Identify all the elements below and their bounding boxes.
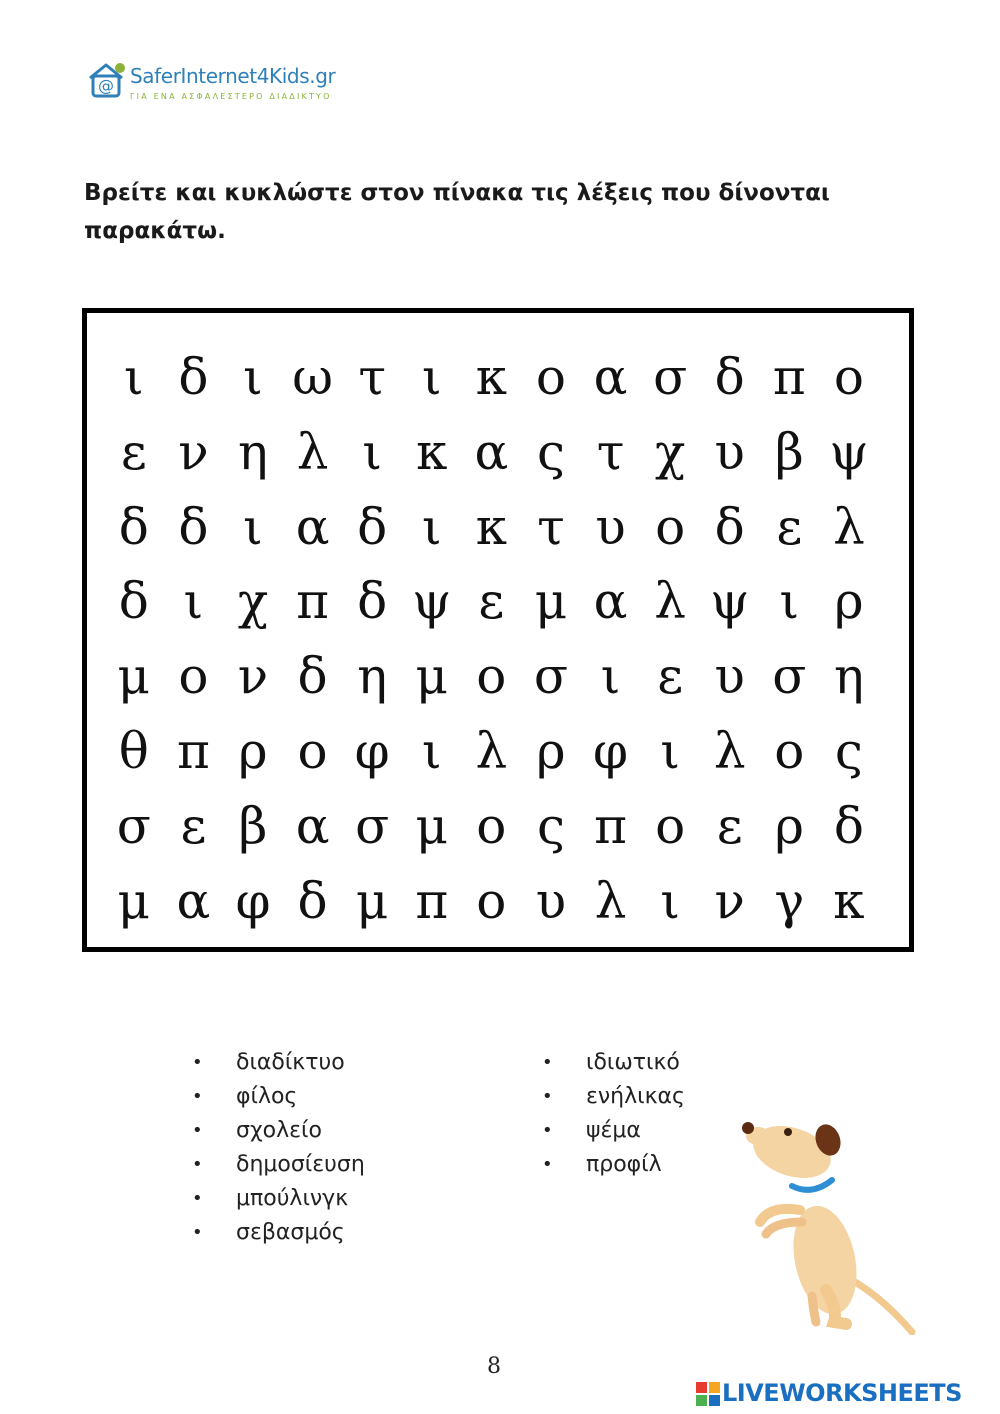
grid-letter: ε [478,572,505,631]
word-text: δημοσίευση [236,1152,365,1177]
grid-letter: σ [116,796,151,855]
grid-letter: σ [533,647,569,706]
grid-letter: χ [654,422,686,481]
grid-letter: ο [655,796,686,855]
grid-letter: τ [537,497,565,556]
word-text: σχολείο [236,1118,322,1143]
grid-letter: γ [774,871,805,930]
grid-letter: ν [237,647,269,706]
grid-letter: δ [178,348,209,406]
grid-letter: ι [421,721,442,780]
at-sign-house-icon [84,58,128,102]
grid-letter: ρ [238,721,268,780]
grid-letter: ε [776,497,803,556]
grid-letter: υ [595,497,626,556]
grid-letter: υ [714,647,745,706]
grid-letter: π [772,348,806,406]
grid-letter: ι [421,348,442,406]
liveworksheets-logo-icon [696,1382,720,1406]
letter-grid [104,340,879,938]
word-text: ιδιωτικό [586,1050,680,1075]
grid-letter: ε [716,796,743,855]
grid-letter: ι [779,572,800,631]
grid-letter: κ [475,497,507,556]
grid-letter: λ [594,871,627,930]
bullet: • [192,1120,203,1141]
bullet: • [192,1052,203,1073]
grid-letter: ο [833,348,864,406]
bullet: • [192,1086,203,1107]
grid-letter: π [176,721,210,780]
grid-letter: δ [833,796,864,855]
word-text: ενήλικας [586,1084,685,1109]
page-number: 8 [487,1354,501,1379]
grid-letter: θ [118,721,149,780]
grid-letter: χ [237,572,269,631]
grid-letter: υ [535,871,567,930]
liveworksheets-text: LIVEWORKSHEETS [722,1379,962,1407]
grid-letter: δ [297,871,328,930]
grid-letter: α [176,871,211,930]
grid-letter: δ [118,497,149,556]
logo-tagline: ΓΙΑ ΕΝΑ ΑΣΦΑΛΕΣΤΕΡΟ ΔΙΑΔΙΚΤΥΟ [130,92,332,101]
grid-letter: μ [117,871,151,930]
grid-letter: λ [475,721,508,780]
grid-letter: β [238,796,268,855]
instructions-heading: Βρείτε και κυκλώστε στον πίνακα τις λέξεις που δίνονται παρακάτω. [84,180,830,244]
grid-letter: μ [355,871,389,930]
grid-letter: ψ [710,572,750,631]
grid-letter: η [357,647,388,706]
word-text: φίλος [236,1084,298,1109]
grid-letter: η [833,647,864,706]
grid-letter: μ [117,647,151,706]
word-text: ψέμα [586,1118,641,1143]
grid-letter: ι [183,572,204,631]
grid-letter: μ [415,796,449,855]
grid-letter: ο [655,497,686,556]
grid-letter: δ [118,572,149,631]
grid-letter: υ [714,422,745,481]
grid-letter: ο [476,796,507,855]
grid-letter: ι [600,647,621,706]
grid-letter: σ [653,348,688,406]
bullet: • [192,1222,203,1243]
word-search-puzzle [82,308,914,952]
grid-letter: τ [358,348,386,406]
bullet: • [542,1120,553,1141]
grid-letter: φ [593,721,629,780]
grid-letter: φ [354,721,390,780]
bullet: • [192,1154,203,1175]
grid-letter: δ [714,348,745,406]
grid-letter: σ [772,647,807,706]
grid-letter: κ [475,348,507,406]
grid-letter: α [474,422,509,481]
grid-letter: ο [297,721,328,780]
grid-letter: ο [178,647,209,706]
saferinternet-logo [84,56,374,108]
grid-letter: ο [476,647,507,706]
word-text: σεβασμός [236,1220,345,1245]
grid-letter: ε [180,796,207,855]
word-text: μπούλινγκ [236,1186,349,1211]
grid-letter: λ [833,497,865,556]
grid-letter: ο [774,721,805,780]
grid-letter: δ [357,572,388,631]
grid-letter: λ [654,572,686,631]
grid-letter: δ [178,497,209,556]
grid-letter: ι [660,871,680,930]
grid-letter: κ [416,422,448,481]
dog-icon [730,1110,920,1335]
grid-letter: ψ [412,572,452,631]
grid-letter: δ [714,497,745,556]
grid-letter: π [296,572,330,631]
grid-letter: α [295,497,330,556]
grid-letter: φ [235,871,271,930]
grid-letter: δ [297,647,328,706]
grid-letter: β [774,422,804,481]
grid-letter: α [593,572,628,631]
grid-letter: ο [476,871,507,930]
grid-letter: α [593,348,628,406]
grid-letter: ν [714,871,745,930]
grid-letter: τ [596,422,625,481]
grid-letter: η [238,422,268,481]
word-text: προφίλ [586,1152,662,1177]
bullet: • [542,1052,553,1073]
word-text: διαδίκτυο [236,1050,345,1075]
grid-letter: λ [296,422,329,481]
grid-letter: ι [123,348,144,406]
grid-letter: ψ [829,422,869,481]
grid-letter: ρ [834,572,864,631]
grid-letter: ι [362,422,382,481]
grid-letter: ω [292,348,333,406]
grid-letter: π [594,796,627,855]
logo-name: SaferInternet4Kids.gr [130,64,336,88]
grid-letter: ε [120,422,147,481]
grid-letter: ν [178,422,209,481]
bullet: • [192,1188,203,1209]
grid-letter: λ [713,721,746,780]
grid-letter: μ [415,647,449,706]
grid-letter: π [415,871,449,930]
bullet: • [542,1154,553,1175]
grid-letter: ρ [536,721,566,780]
grid-letter: κ [833,871,865,930]
grid-letter: ι [421,497,442,556]
grid-letter: δ [357,497,388,556]
grid-letter: σ [355,796,390,855]
grid-letter: ι [660,721,680,780]
svg-text:@: @ [98,76,114,95]
grid-letter: μ [534,572,568,631]
grid-letter: ε [657,647,684,706]
grid-letter: α [295,796,330,855]
grid-letter: ι [243,497,263,556]
grid-letter: ρ [774,796,805,855]
grid-letter: ς [536,422,565,481]
bullet: • [542,1086,553,1107]
grid-letter: ς [834,721,863,780]
grid-letter: ο [535,348,566,406]
grid-letter: ς [536,796,565,855]
grid-letter: ι [243,348,263,406]
